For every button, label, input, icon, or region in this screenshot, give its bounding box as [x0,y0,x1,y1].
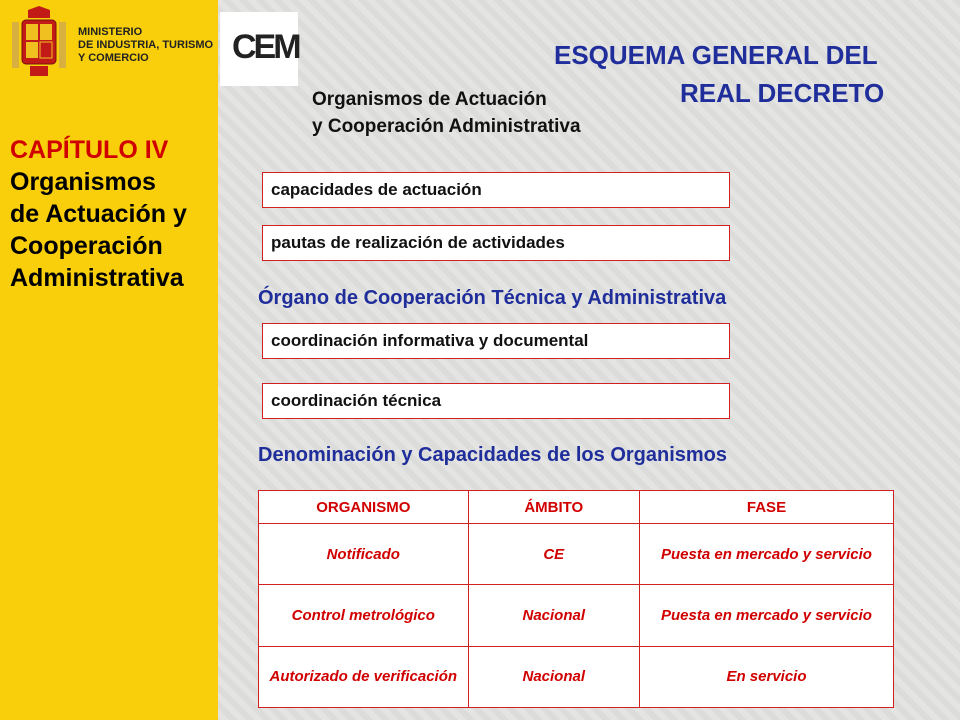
cem-logo [220,12,298,86]
subheading [312,86,581,140]
table-row [259,524,894,585]
column-header-organismo: ORGANISMO [259,491,469,524]
cell-ambito: Nacional [468,585,639,646]
organismos-table [258,490,894,708]
chapter-line1: Organismos [10,168,156,196]
chapter-line3: Cooperación [10,232,163,260]
column-header-ambito: ÁMBITO [468,491,639,524]
ministry-logo [0,0,218,88]
coordinacion-tecnica-box: coordinación técnica [262,383,730,419]
chapter-line4: Administrativa [10,264,184,292]
subheading-line1: Organismos de Actuación [312,89,547,110]
cell-fase: En servicio [639,646,893,707]
column-header-fase: FASE [639,491,893,524]
table-row [259,646,894,707]
capacidades-box: capacidades de actuación [262,172,730,208]
cell-organismo: Control metrológico [259,585,469,646]
cell-ambito: Nacional [468,646,639,707]
page-title-line1: ESQUEMA GENERAL DEL [554,40,878,70]
cell-fase: Puesta en mercado y servicio [639,585,893,646]
coat-of-arms-icon [8,6,70,82]
cell-ambito: CE [468,524,639,585]
pautas-box: pautas de realización de actividades [262,225,730,261]
section-organo-heading: Órgano de Cooperación Técnica y Administrativa [258,287,727,309]
page-title-line2: REAL DECRETO [680,78,885,108]
sidebar-panel [0,0,218,720]
chapter-number: CAPÍTULO IV [10,136,169,164]
section-denominacion-heading: Denominación y Capacidades de los Organismos [258,444,728,466]
cell-organismo: Autorizado de verificación [259,646,469,707]
chapter-heading [10,134,238,294]
cell-organismo: Notificado [259,524,469,585]
table-header-row [259,491,894,524]
cell-fase: Puesta en mercado y servicio [639,524,893,585]
ministry-name: MINISTERIO DE INDUSTRIA, TURISMO Y COMERCIO [78,26,214,64]
chapter-line2: de Actuación y [10,200,187,228]
cem-logo-text: CEM [232,28,299,66]
subheading-line2: y Cooperación Administrativa [312,116,581,137]
coordinacion-informativa-box: coordinación informativa y documental [262,323,730,359]
table-row [259,585,894,646]
